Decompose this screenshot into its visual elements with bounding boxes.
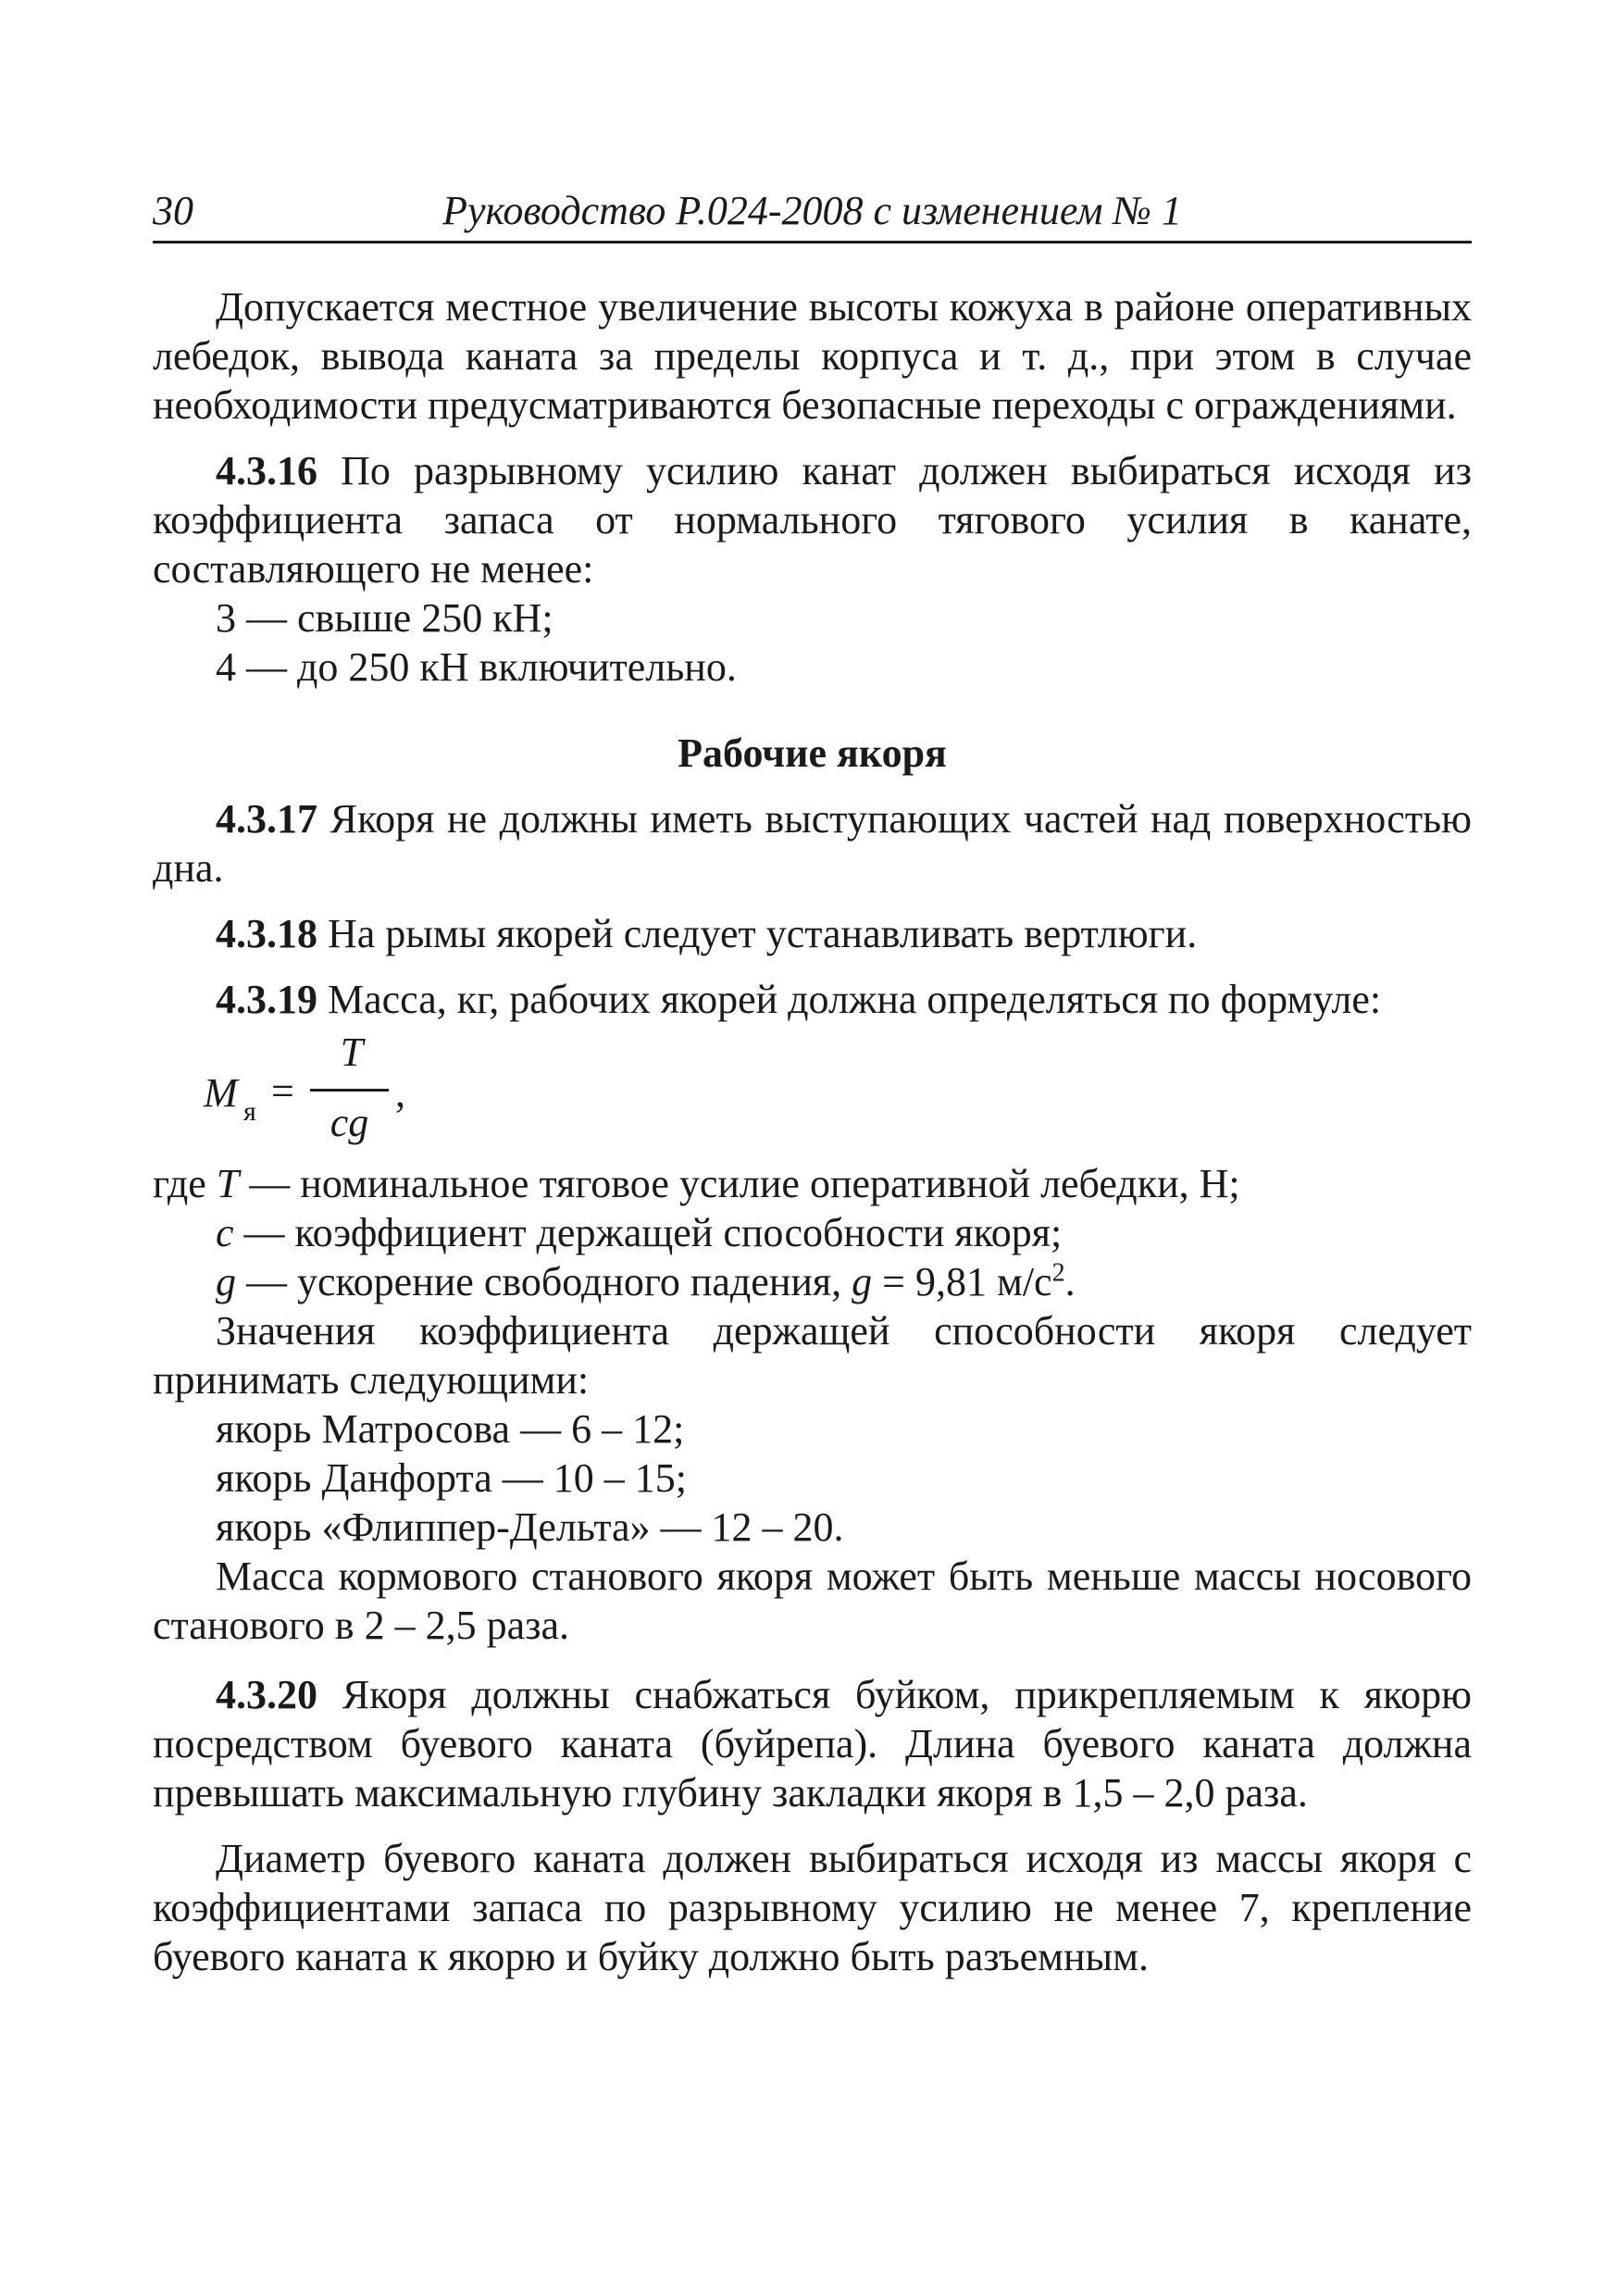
clause-4-3-20 xyxy=(153,1670,1472,1817)
list-item-anchor: якорь Матросова — 6 – 12; xyxy=(216,1406,685,1452)
anchor-mass-formula xyxy=(153,1028,1472,1154)
formula-equals: = xyxy=(271,1068,294,1114)
symbol-g: g xyxy=(216,1259,236,1304)
symbol-g-inline: g xyxy=(852,1259,873,1304)
clause-number: 4.3.18 xyxy=(216,911,317,956)
where-word: где xyxy=(153,1161,217,1206)
clause-number: 4.3.16 xyxy=(216,448,317,493)
clause-4-3-19 xyxy=(153,975,1472,1024)
symbol-t: T xyxy=(216,1161,240,1206)
stern-anchor-note: Масса кормового станового якоря может быть меньше массы носового станового в 2 – 2,5 раза. xyxy=(153,1554,1472,1648)
formula-comma: , xyxy=(395,1070,405,1116)
formula-numerator: T xyxy=(340,1029,364,1075)
clause-text: Якоря должны снабжаться буйком, прикрепляемым к якорю посредством буевого каната (буйрепа). Длина буевого каната должна превышать максимальную глубину закладки якоря в 1,5 – 2,0 раза. xyxy=(153,1672,1472,1816)
clause-number: 4.3.19 xyxy=(216,977,317,1022)
paragraph-casing: Допускается местное увеличение высоты кожуха в районе оперативных лебедок, вывода каната за пределы корпуса и т. д., при этом в случае необходимости предусматриваются безопасные переходы с ограждениями. xyxy=(153,284,1472,428)
symbol-description: — коэффициент держащей способности якоря; xyxy=(233,1210,1063,1255)
clause-4-3-16 xyxy=(153,446,1472,593)
where-line-t xyxy=(153,1159,1472,1208)
symbol-description: — ускорение свободного падения, xyxy=(236,1259,852,1304)
running-header xyxy=(153,185,1472,243)
clause-4-3-17 xyxy=(153,794,1472,892)
formula-lhs: M xyxy=(204,1070,238,1116)
clause-text: Якоря не должны иметь выступающих частей над поверхностью дна. xyxy=(153,796,1472,891)
list-item-anchor: якорь «Флиппер-Дельта» — 12 – 20. xyxy=(216,1504,844,1550)
page-number: 30 xyxy=(153,188,193,233)
document-body xyxy=(153,282,1472,1981)
clause-number: 4.3.17 xyxy=(216,796,317,842)
symbol-description: — номинальное тяговое усилие оперативной лебедки, Н; xyxy=(239,1161,1240,1206)
formula-denominator: cg xyxy=(330,1100,369,1145)
clause-number: 4.3.20 xyxy=(216,1672,317,1717)
superscript: 2 xyxy=(1051,1258,1065,1288)
clause-text: По разрывному усилию канат должен выбираться исходя из коэффициента запаса от нормального тягового усилия в канате, составляющего не менее: xyxy=(153,448,1472,592)
period: . xyxy=(1064,1259,1076,1304)
document-page xyxy=(153,0,1472,2296)
symbol-c: c xyxy=(216,1210,234,1255)
list-item: 3 — свыше 250 кН; xyxy=(216,595,554,641)
formula-subscript: я xyxy=(243,1096,256,1127)
values-intro: Значения коэффициента держащей способности якоря следует принимать следующими: xyxy=(153,1308,1472,1403)
list-item-anchor: якорь Данфорта — 10 – 15; xyxy=(216,1455,687,1501)
header-title: Руководство Р.024-2008 с изменением № 1 xyxy=(442,188,1182,233)
where-line-c xyxy=(153,1208,1472,1257)
where-line-g xyxy=(153,1257,1472,1306)
clause-4-3-18 xyxy=(153,909,1472,958)
g-value: = 9,81 м/с xyxy=(872,1259,1052,1304)
section-heading: Рабочие якоря xyxy=(678,730,947,776)
clause-text: Масса, кг, рабочих якорей должна определяться по формуле: xyxy=(317,977,1382,1022)
fraction-bar xyxy=(310,1089,389,1092)
list-item: 4 — до 250 кН включительно. xyxy=(216,644,737,690)
clause-text: На рымы якорей следует устанавливать вертлюги. xyxy=(317,911,1198,956)
paragraph-buoy-rope: Диаметр буевого каната должен выбираться исходя из массы якоря с коэффициентами запаса по разрывному усилию не менее 7, крепление буевого каната к якорю и буйку должно быть разъемным. xyxy=(153,1836,1472,1979)
